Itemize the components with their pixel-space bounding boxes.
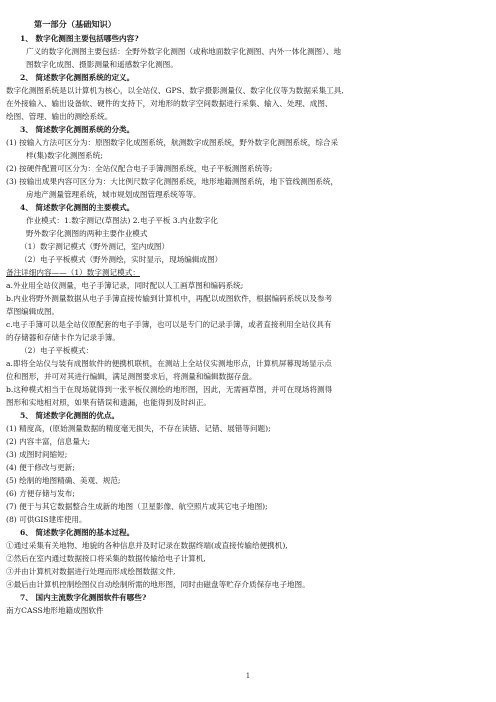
answer-line: （2）电子平板模式（野外测绘，实时显示，现场编辑成图） (20, 255, 223, 264)
answer-line: 野外数字化测图的两种主要作业模式 (26, 229, 148, 238)
answer-line: ②然后在室内通过数据接口将采集的数据传输给电子计算机, (6, 554, 206, 563)
detail-note-heading: 备注详细内容——（1）数字测记模式： (6, 268, 140, 277)
answer-line: 位和图形，并可对其进行编辑，满足测图要求后，将测量和编辑数据存盘。 (6, 372, 257, 381)
answer-line: c.电子手簿可以是全站仪原配套的电子手簿，也可以是专门的记录手簿，或者直接利用全站仪具有 (6, 320, 332, 329)
answer-line: 绘图、管理、输出的测绘系统。 (6, 112, 113, 121)
answer-line: ③并由计算机对数据进行处理而形成绘图数据文件, (6, 567, 176, 576)
answer-line: b.这种模式相当于在现场就得到一张平板仪测绘的地形图，因此，无需画草图，并可在现场将测得 (6, 385, 333, 394)
answer-line: b.内业将野外测量数据从电子手簿直接传输到计算机中，再配以成图软件，根据编码系统以及参考 (6, 294, 333, 303)
answer-line: 房地产测量管理系统，城市规划成图管理系统等等。 (26, 190, 201, 199)
answer-line: (2) 按硬件配置可区分为：全站仪配合电子手簿测图系统，电子平板测图系统等; (6, 164, 273, 173)
answer-line: (3) 成图时间缩短; (6, 450, 68, 459)
question-2: 2、 简述数字化测图系统的定义。 (20, 73, 135, 82)
answer-line: 南方CASS地形地籍成图软件 (6, 606, 104, 615)
answer-line: (4) 便于修改与更新; (6, 463, 75, 472)
answer-line: a.外业用全站仪测量，电子手簿记录，同时配以人工画草图和编码系统; (6, 281, 244, 290)
answer-line: (2) 内容丰富，信息量大; (6, 437, 91, 446)
answer-line: 样(集)数字化测图系统; (26, 151, 103, 160)
page-number: 1 (245, 672, 251, 680)
answer-line: 广义的数字化测图主要包括：全野外数字化测图（或称地面数字化测图、内外一体化测图）、地 (26, 47, 342, 56)
question-7: 7、 国内主流数字化测图软件有哪些? (20, 593, 147, 602)
answer-line: (3) 按输出成果内容可区分为：大比例尺数字化测图系统，地形地籍测图系统，地下管线测图系统， (6, 177, 339, 186)
answer-line: 在外接输入、输出设备软、硬件的支持下，对地形的数字空间数据进行采集、输入、处理、成图、 (6, 99, 333, 108)
answer-line: （2）电子平板模式： (20, 346, 94, 355)
answer-line: （1）数字测记模式（野外测记，室内成图） (20, 242, 170, 251)
question-3: 3、 简述数字化测图系统的分类。 (20, 125, 135, 134)
answer-line: (7) 便于与其它数据整合生成新的地图（卫星影像、航空照片或其它电子地图); (6, 502, 268, 511)
answer-line: 图数字化成图、摄影测量和遥感数字化测图。 (26, 60, 178, 69)
answer-line: 数字化测图系统是以计算机为核心，以全站仪、GPS、数字摄影测量仪、数字化仪等为数据采集工具, (6, 86, 344, 95)
answer-line: a.即将全站仪与装有成图软件的便携机联机，在测站上全站仪实测地形点，计算机屏幕现场显示点 (6, 359, 332, 368)
document-body (6, 18, 490, 617)
section-title: 第一部分（基础知识） (34, 19, 116, 29)
answer-line: (8) 可供GIS建库使用。 (6, 515, 87, 524)
question-4: 4、 简述数字化测图的主要模式。 (20, 203, 135, 212)
answer-line: 草图编辑成图。 (6, 307, 60, 316)
answer-line: ①通过采集有关地物、地貌的各种信息并及时记录在数据终端(或直接传输给便携机), (6, 541, 288, 550)
question-6: 6、 简述数字化测图的基本过程。 (20, 528, 135, 537)
question-5: 5、 简述数字化测图的优点。 (20, 411, 120, 420)
answer-line: (6) 方便存储与发布; (6, 489, 75, 498)
answer-line: (1) 精度高，(原始测量数据的精度毫无损失，不存在读错、记错、展错等问题); (6, 424, 271, 433)
answer-line: 图形和实地相对照，如果有错误和遗漏，也能得到及时纠正。 (6, 398, 212, 407)
answer-line: 的存储器和存储卡作为记录手簿。 (6, 333, 120, 342)
answer-line: (5) 绘制的地图精确、美观、规范; (6, 476, 121, 485)
question-1: 1、 数字化测图主要包括哪些内容? (20, 34, 139, 43)
answer-line: 作业模式：1.数字测记(草图法) 2.电子平板 3.内业数字化 (26, 216, 218, 225)
answer-line: ④最后由计算机控制绘图仪自动绘制所需的地形图，同时由磁盘等贮存介质保存电子地图。 (6, 580, 310, 589)
answer-line: (1) 按输入方法可区分为：原图数字化成图系统，航测数字成图系统，野外数字化测图系统，综合采 (6, 138, 339, 147)
